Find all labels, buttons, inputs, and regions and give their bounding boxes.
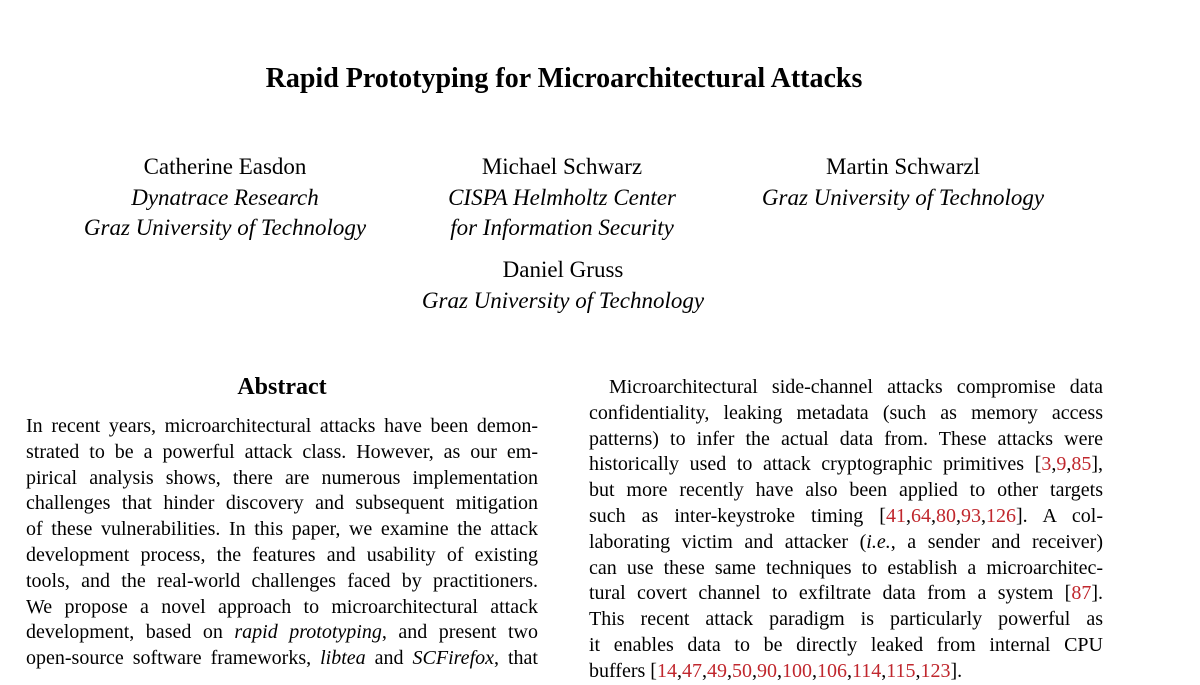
intro-text: laborating victim and attacker ( bbox=[589, 530, 867, 553]
abstract-heading: Abstract bbox=[237, 374, 327, 400]
citation-link[interactable]: 115 bbox=[886, 659, 916, 682]
abstract-line: challenges that hinder discovery and subsequent mitigation bbox=[26, 492, 538, 515]
intro-text: buffers [ bbox=[589, 659, 657, 682]
abstract-line bbox=[26, 620, 538, 646]
paper-title: Rapid Prototyping for Microarchitectural Attacks bbox=[265, 63, 863, 94]
citation-group: 41,64,80,93,126 bbox=[885, 504, 1016, 527]
author-block-2 bbox=[412, 152, 712, 244]
citation-link[interactable]: 93 bbox=[960, 504, 981, 527]
author-affiliation: Graz University of Technology bbox=[83, 215, 367, 240]
intro-line: Microarchitectural side-channel attacks compromise data bbox=[609, 376, 1103, 398]
citation-link[interactable]: 123 bbox=[920, 659, 951, 682]
citation-link[interactable]: 100 bbox=[781, 659, 812, 682]
author-block-3 bbox=[718, 152, 1088, 213]
author-affiliation: for Information Security bbox=[450, 215, 674, 240]
abstract-text: , and present two bbox=[381, 621, 538, 644]
citation-link[interactable]: 50 bbox=[731, 659, 752, 682]
abstract-line: tools, and the real-world challenges faced by practitioners. bbox=[26, 569, 538, 592]
citation-link[interactable]: 87 bbox=[1071, 582, 1092, 605]
intro-text: tural covert channel to exfiltrate data from a system [ bbox=[589, 582, 1072, 605]
intro-line: but more recently have also been applied to other targets bbox=[589, 479, 1103, 502]
intro-text: ]. A col- bbox=[1015, 504, 1104, 527]
citation-link[interactable]: 41 bbox=[885, 504, 906, 527]
intro-line: can use these same techniques to establish a microarchitec- bbox=[589, 556, 1103, 579]
intro-line bbox=[589, 530, 1103, 556]
intro-line: patterns) to infer the actual data from. These attacks were bbox=[589, 427, 1103, 450]
author-name: Catherine Easdon bbox=[143, 154, 307, 179]
author-block-1 bbox=[40, 152, 410, 244]
citation-link[interactable]: 14 bbox=[656, 659, 677, 682]
citation-link[interactable]: 90 bbox=[756, 659, 777, 682]
citation-link[interactable]: 126 bbox=[985, 504, 1016, 527]
intro-text: ]. bbox=[950, 659, 963, 682]
citation-group bbox=[1071, 582, 1091, 604]
author-affiliation: Dynatrace Research bbox=[131, 184, 319, 210]
author-name: Martin Schwarzl bbox=[826, 154, 980, 179]
intro-text: , a sender and receiver) bbox=[890, 530, 1103, 553]
intro-line bbox=[589, 659, 1103, 685]
citation-group: 3,9,85 bbox=[1041, 453, 1092, 476]
citation-link[interactable]: 85 bbox=[1071, 453, 1092, 476]
emphasis-libtea: libtea bbox=[320, 647, 366, 670]
abstract-line: We propose a novel approach to microarchitectural attack bbox=[26, 595, 538, 618]
intro-text: historically used to attack cryptographic primitives [ bbox=[589, 453, 1042, 476]
abstract-line: of these vulnerabilities. In this paper, we examine the attack bbox=[26, 518, 538, 541]
author-affiliation: CISPA Helmholtz Center bbox=[448, 184, 676, 210]
intro-line: confidentiality, leaking metadata (such as memory access bbox=[589, 401, 1103, 424]
abstract-line: development process, the features and usability of existing bbox=[26, 543, 538, 566]
emphasis-rapid-prototyping: rapid prototyping bbox=[234, 621, 382, 644]
introduction-body bbox=[589, 375, 1103, 685]
author-affiliation: Graz University of Technology bbox=[761, 184, 1045, 210]
citation-link[interactable]: 80 bbox=[935, 504, 956, 527]
intro-line: it enables data to be directly leaked from internal CPU bbox=[589, 633, 1103, 656]
author-name: Daniel Gruss bbox=[502, 257, 624, 282]
citation-link[interactable]: 3 bbox=[1041, 453, 1052, 476]
author-name: Michael Schwarz bbox=[481, 154, 643, 179]
abstract-line: In recent years, microarchitectural attacks have been demon- bbox=[26, 415, 538, 437]
citation-link[interactable]: 47 bbox=[681, 659, 702, 682]
abstract-text: and bbox=[365, 647, 413, 670]
intro-line bbox=[589, 504, 1103, 530]
intro-line bbox=[589, 581, 1103, 607]
abstract-line bbox=[26, 646, 538, 672]
intro-line: This recent attack paradigm is particularly powerful as bbox=[589, 608, 1103, 631]
abstract-text: , that bbox=[494, 647, 538, 670]
abstract-line: pirical analysis shows, there are numerous implementation bbox=[26, 466, 538, 489]
emphasis-scfirefox: SCFirefox bbox=[412, 647, 494, 670]
author-affiliation: Graz University of Technology bbox=[421, 287, 705, 313]
intro-line bbox=[589, 452, 1103, 478]
author-block-4 bbox=[388, 255, 738, 316]
citation-group: 14,47,49,50,90,100,106,114,115,123 bbox=[656, 659, 951, 682]
abstract-body bbox=[26, 414, 538, 672]
emphasis-ie: i.e. bbox=[866, 530, 891, 553]
citation-link[interactable]: 106 bbox=[816, 659, 847, 682]
citation-link[interactable]: 9 bbox=[1056, 453, 1067, 476]
abstract-text: development, based on bbox=[26, 621, 235, 644]
intro-text: ], bbox=[1091, 453, 1103, 476]
abstract-line: strated to be a powerful attack class. However, as our em- bbox=[26, 440, 538, 463]
citation-link[interactable]: 114 bbox=[851, 659, 882, 682]
citation-link[interactable]: 64 bbox=[910, 504, 931, 527]
citation-link[interactable]: 49 bbox=[706, 659, 727, 682]
intro-text: such as inter-keystroke timing [ bbox=[589, 504, 886, 527]
abstract-text: open-source software frameworks, bbox=[26, 647, 321, 670]
intro-text: ]. bbox=[1091, 582, 1103, 605]
